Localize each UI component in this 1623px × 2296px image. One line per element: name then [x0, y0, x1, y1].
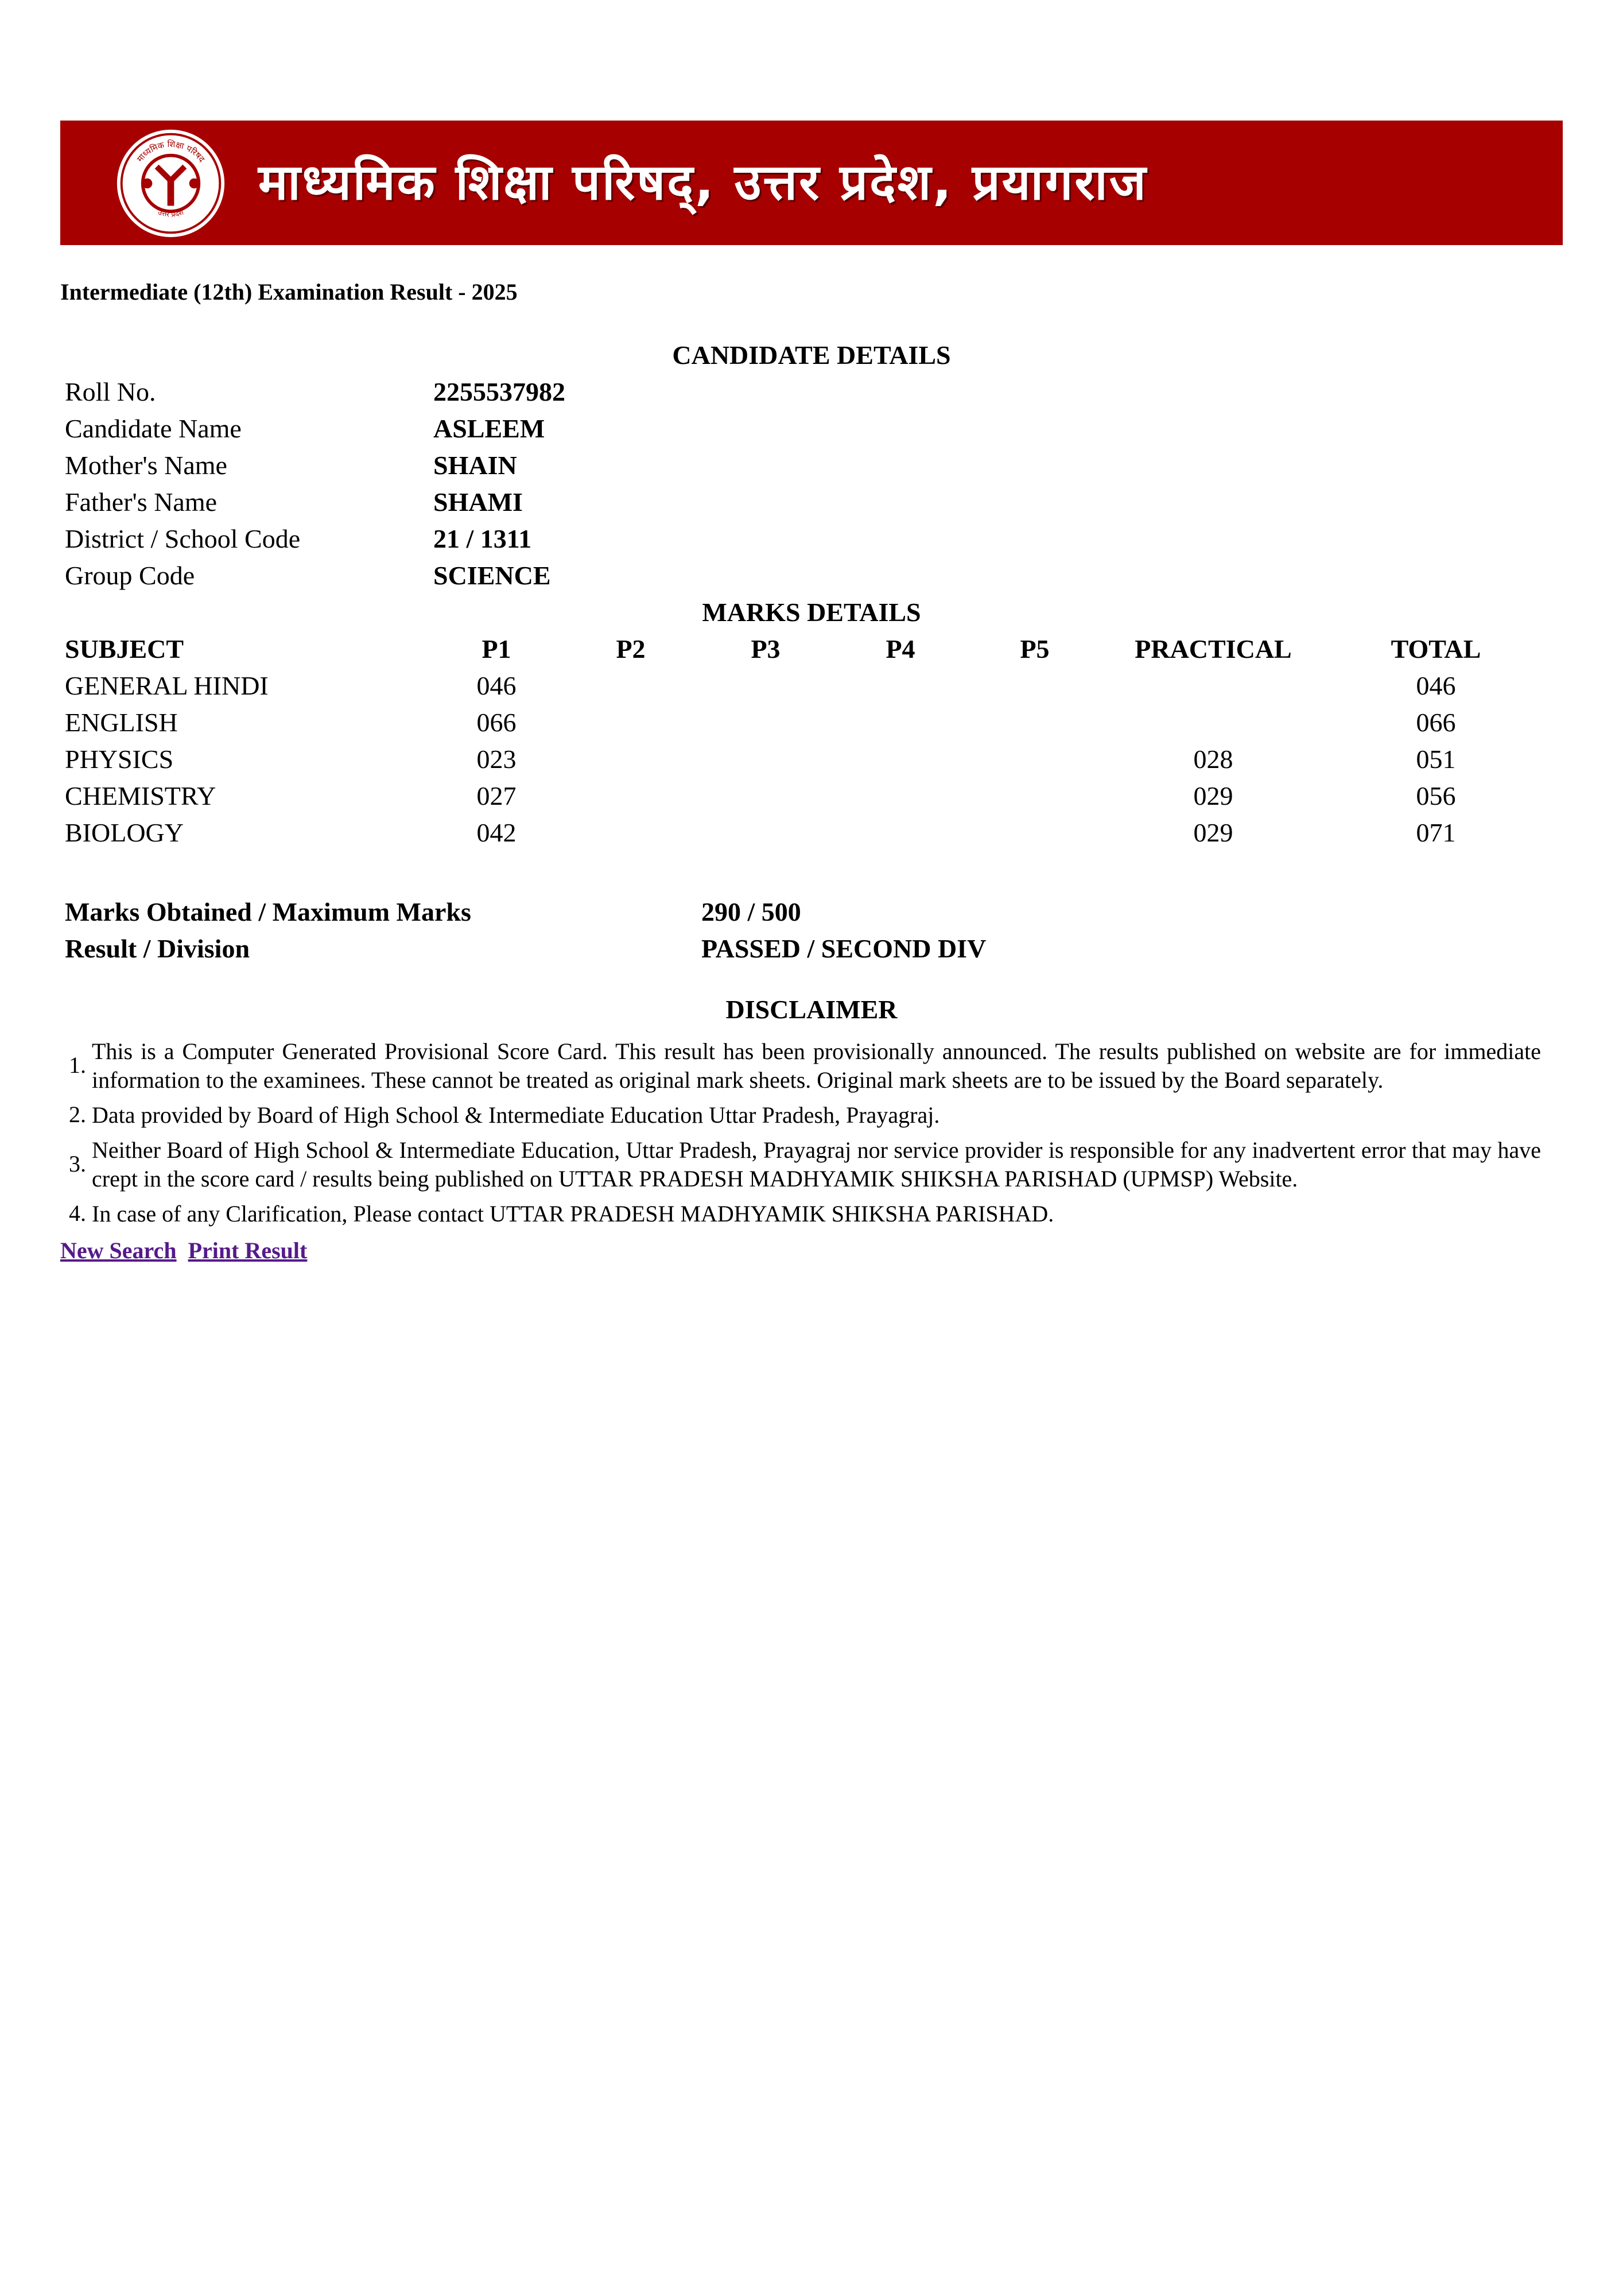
p1-cell: 066 [476, 708, 517, 737]
disclaimer-heading: DISCLAIMER [725, 995, 898, 1024]
list-number: 2. [69, 1102, 86, 1127]
p1-cell: 046 [476, 671, 517, 700]
mother-name-value: SHAIN [433, 451, 517, 480]
column-header-practical: PRACTICAL [1135, 634, 1292, 664]
candidate-details-heading: CANDIDATE DETAILS [672, 340, 951, 370]
group-code-value: SCIENCE [433, 561, 551, 590]
disclaimer-item: Data provided by Board of High School & Intermediate Education Uttar Pradesh, Prayagraj. [92, 1102, 940, 1128]
total-cell: 071 [1416, 818, 1456, 847]
total-cell: 056 [1416, 781, 1456, 810]
column-header-total: TOTAL [1391, 634, 1481, 664]
result-division-label: Result / Division [65, 934, 250, 963]
print-result-link[interactable]: Print Result [188, 1238, 308, 1263]
father-name-value: SHAMI [433, 487, 523, 517]
subject-cell: BIOLOGY [65, 818, 184, 847]
header-banner [60, 121, 1563, 245]
column-header-p4: P4 [886, 634, 915, 664]
column-header-p3: P3 [751, 634, 781, 664]
list-number: 1. [69, 1052, 86, 1078]
p1-cell: 027 [476, 781, 517, 810]
board-logo [115, 127, 227, 239]
p1-cell: 042 [476, 818, 517, 847]
new-search-link[interactable]: New Search [60, 1238, 177, 1263]
group-code-label: Group Code [65, 561, 195, 590]
roll-value: 2255537982 [433, 377, 565, 406]
disclaimer-item: Neither Board of High School & Intermediate Education, Uttar Pradesh, Prayagraj nor service provider is responsible for any inadvertent error that may have crept in the score card / results being published on UTTAR PRADESH MADHYAMIK SHIKSHA PARISHAD (UPMSP) Website. [92, 1137, 1541, 1192]
disclaimer-item: In case of any Clarification, Please contact UTTAR PRADESH MADHYAMIK SHIKSHA PARISHAD. [92, 1201, 1054, 1227]
total-cell: 046 [1416, 671, 1456, 700]
column-header-p5: P5 [1020, 634, 1050, 664]
column-header-p1: P1 [482, 634, 511, 664]
banner-title: माध्यमिक शिक्षा परिषद्, उत्तर प्रदेश, प्रयागराज [258, 154, 1148, 211]
list-number: 3. [69, 1151, 86, 1177]
svg-text:माध्यमिक शिक्षा परिषद: माध्यमिक शिक्षा परिषद [135, 139, 207, 164]
total-cell: 051 [1416, 744, 1456, 774]
p1-cell: 023 [476, 744, 517, 774]
exam-title: Intermediate (12th) Examination Result - 2025 [60, 279, 518, 305]
candidate-name-label: Candidate Name [65, 414, 242, 443]
subject-cell: PHYSICS [65, 744, 174, 774]
total-cell: 066 [1416, 708, 1456, 737]
list-number: 4. [69, 1200, 86, 1226]
column-header-p2: P2 [616, 634, 646, 664]
marks-obtained-value: 290 / 500 [701, 897, 801, 926]
roll-label: Roll No. [65, 377, 156, 406]
svg-text:उत्तर प्रदेश: उत्तर प्रदेश [157, 207, 185, 219]
subject-cell: GENERAL HINDI [65, 671, 269, 700]
marks-details-heading: MARKS DETAILS [702, 598, 921, 627]
subject-cell: CHEMISTRY [65, 781, 216, 810]
mother-name-label: Mother's Name [65, 451, 227, 480]
disclaimer-item: This is a Computer Generated Provisional Score Card. This result has been provisionally announced. The results published on website are for immediate information to the examinees. These cannot be treated as original mark sheets. Original mark sheets are to be issued by the Board separately. [92, 1038, 1541, 1093]
practical-cell: 028 [1193, 744, 1233, 774]
result-actions [60, 1237, 313, 1264]
district-school-label: District / School Code [65, 524, 301, 553]
practical-cell: 029 [1193, 781, 1233, 810]
practical-cell: 029 [1193, 818, 1233, 847]
candidate-name-value: ASLEEM [433, 414, 545, 443]
father-name-label: Father's Name [65, 487, 218, 517]
column-header-subject: SUBJECT [65, 634, 184, 664]
subject-cell: ENGLISH [65, 708, 178, 737]
district-school-value: 21 / 1311 [433, 524, 532, 553]
result-division-value: PASSED / SECOND DIV [701, 934, 987, 963]
marks-obtained-label: Marks Obtained / Maximum Marks [65, 897, 471, 926]
